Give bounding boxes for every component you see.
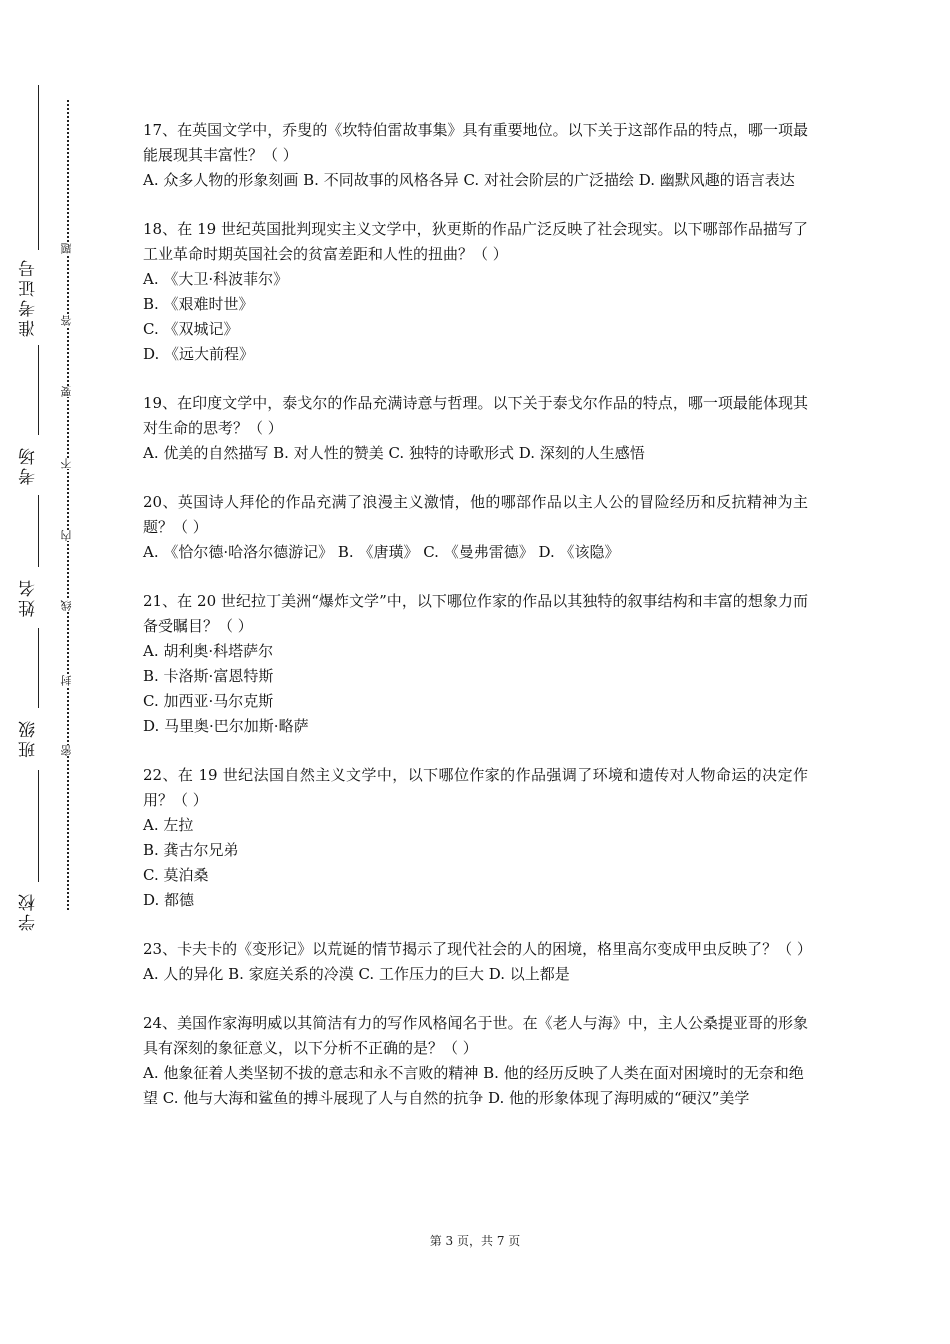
- binding-line: [38, 770, 39, 882]
- question-20: [143, 490, 808, 565]
- question-list: [143, 118, 812, 1135]
- seal-char: 内: [60, 530, 76, 541]
- question-options: A. 优美的自然描写 B. 对人性的赞美 C. 独特的诗歌形式 D. 深刻的人生感悟: [143, 444, 645, 462]
- page-footer: 第 3 页，共 7 页: [429, 1234, 521, 1248]
- question-18: [143, 217, 808, 367]
- option-b: B. 龚古尔兄弟: [143, 841, 239, 859]
- question-stem: 20、英国诗人拜伦的作品充满了浪漫主义激情，他的哪部作品以主人公的冒险经历和反抗精神为主题？（ ）: [143, 493, 808, 536]
- question-options: A. 人的异化 B. 家庭关系的冷漠 C. 工作压力的巨大 D. 以上都是: [143, 965, 570, 983]
- question-stem: 17、在英国文学中，乔叟的《坎特伯雷故事集》具有重要地位。以下关于这部作品的特点，哪一项最能展现其丰富性？（ ）: [143, 121, 808, 164]
- seal-char: 密: [60, 745, 76, 756]
- name-label: 姓名: [19, 577, 39, 617]
- option-c: C. 加西亚·马尔克斯: [143, 692, 274, 710]
- seal-char: 封: [60, 675, 76, 686]
- question-stem: 18、在 19 世纪英国批判现实主义文学中，狄更斯的作品广泛反映了社会现实。以下哪部作品描写了工业革命时期英国社会的贫富差距和人性的扭曲？（ ）: [143, 220, 808, 263]
- exam-number-label: 准考证号: [19, 257, 39, 337]
- question-stem: 23、卡夫卡的《变形记》以荒诞的情节揭示了现代社会的人的困境，格里高尔变成甲虫反映了？（ ）: [143, 940, 812, 958]
- question-options: A. 他象征着人类坚韧不拔的意志和永不言败的精神 B. 他的经历反映了人类在面对困境时的无奈和绝望 C. 他与大海和鲨鱼的搏斗展现了人与自然的抗争 D. 他的形象体现了海明威的“硬汉”美学: [143, 1064, 804, 1107]
- school-label: 学校: [19, 891, 39, 931]
- question-stem: 19、在印度文学中，泰戈尔的作品充满诗意与哲理。以下关于泰戈尔作品的特点，哪一项最能体现其对生命的思考？（ ）: [143, 394, 808, 437]
- option-b: B. 《艰难时世》: [143, 295, 254, 313]
- option-d: D. 《远大前程》: [143, 345, 255, 363]
- option-a: A. 《大卫·科波菲尔》: [143, 270, 289, 288]
- question-24: [143, 1011, 808, 1111]
- seal-char: 题: [60, 243, 76, 254]
- question-options: A. 众多人物的形象刻画 B. 不同故事的风格各异 C. 对社会阶层的广泛描绘 D. 幽默风趣的语言表达: [143, 171, 795, 189]
- seal-dotted-line: [67, 100, 69, 910]
- seal-char: 要: [60, 386, 76, 397]
- option-b: B. 卡洛斯·富恩特斯: [143, 667, 274, 685]
- binding-line: [38, 345, 39, 435]
- question-stem: 21、在 20 世纪拉丁美洲“爆炸文学”中，以下哪位作家的作品以其独特的叙事结构和丰富的想象力而备受瞩目？（ ）: [143, 592, 808, 635]
- question-19: [143, 391, 808, 466]
- binding-line: [38, 85, 39, 250]
- option-c: C. 《双城记》: [143, 320, 239, 338]
- question-stem: 24、美国作家海明威以其简洁有力的写作风格闻名于世。在《老人与海》中，主人公桑提亚哥的形象具有深刻的象征意义，以下分析不正确的是？（ ）: [143, 1014, 808, 1057]
- question-23: [143, 937, 812, 987]
- binding-line: [38, 495, 39, 567]
- binding-line: [38, 628, 39, 708]
- question-stem: 22、在 19 世纪法国自然主义文学中，以下哪位作家的作品强调了环境和遗传对人物命运的决定作用？（ ）: [143, 766, 808, 809]
- seal-char: 不: [60, 458, 76, 469]
- exam-room-label: 考场: [19, 445, 39, 485]
- option-d: D. 马里奥·巴尔加斯·略萨: [143, 717, 309, 735]
- question-22: [143, 763, 808, 913]
- question-17: [143, 118, 808, 193]
- question-options: A. 《恰尔德·哈洛尔德游记》 B. 《唐璜》 C. 《曼弗雷德》 D. 《该隐》: [143, 543, 620, 561]
- seal-char: 答: [60, 315, 76, 326]
- binding-margin: [0, 0, 120, 1344]
- option-c: C. 莫泊桑: [143, 866, 209, 884]
- question-21: [143, 589, 808, 739]
- option-d: D. 都德: [143, 891, 195, 909]
- seal-char: 线: [60, 600, 76, 611]
- class-label: 班级: [19, 718, 39, 758]
- option-a: A. 胡利奥·科塔萨尔: [143, 642, 274, 660]
- option-a: A. 左拉: [143, 816, 194, 834]
